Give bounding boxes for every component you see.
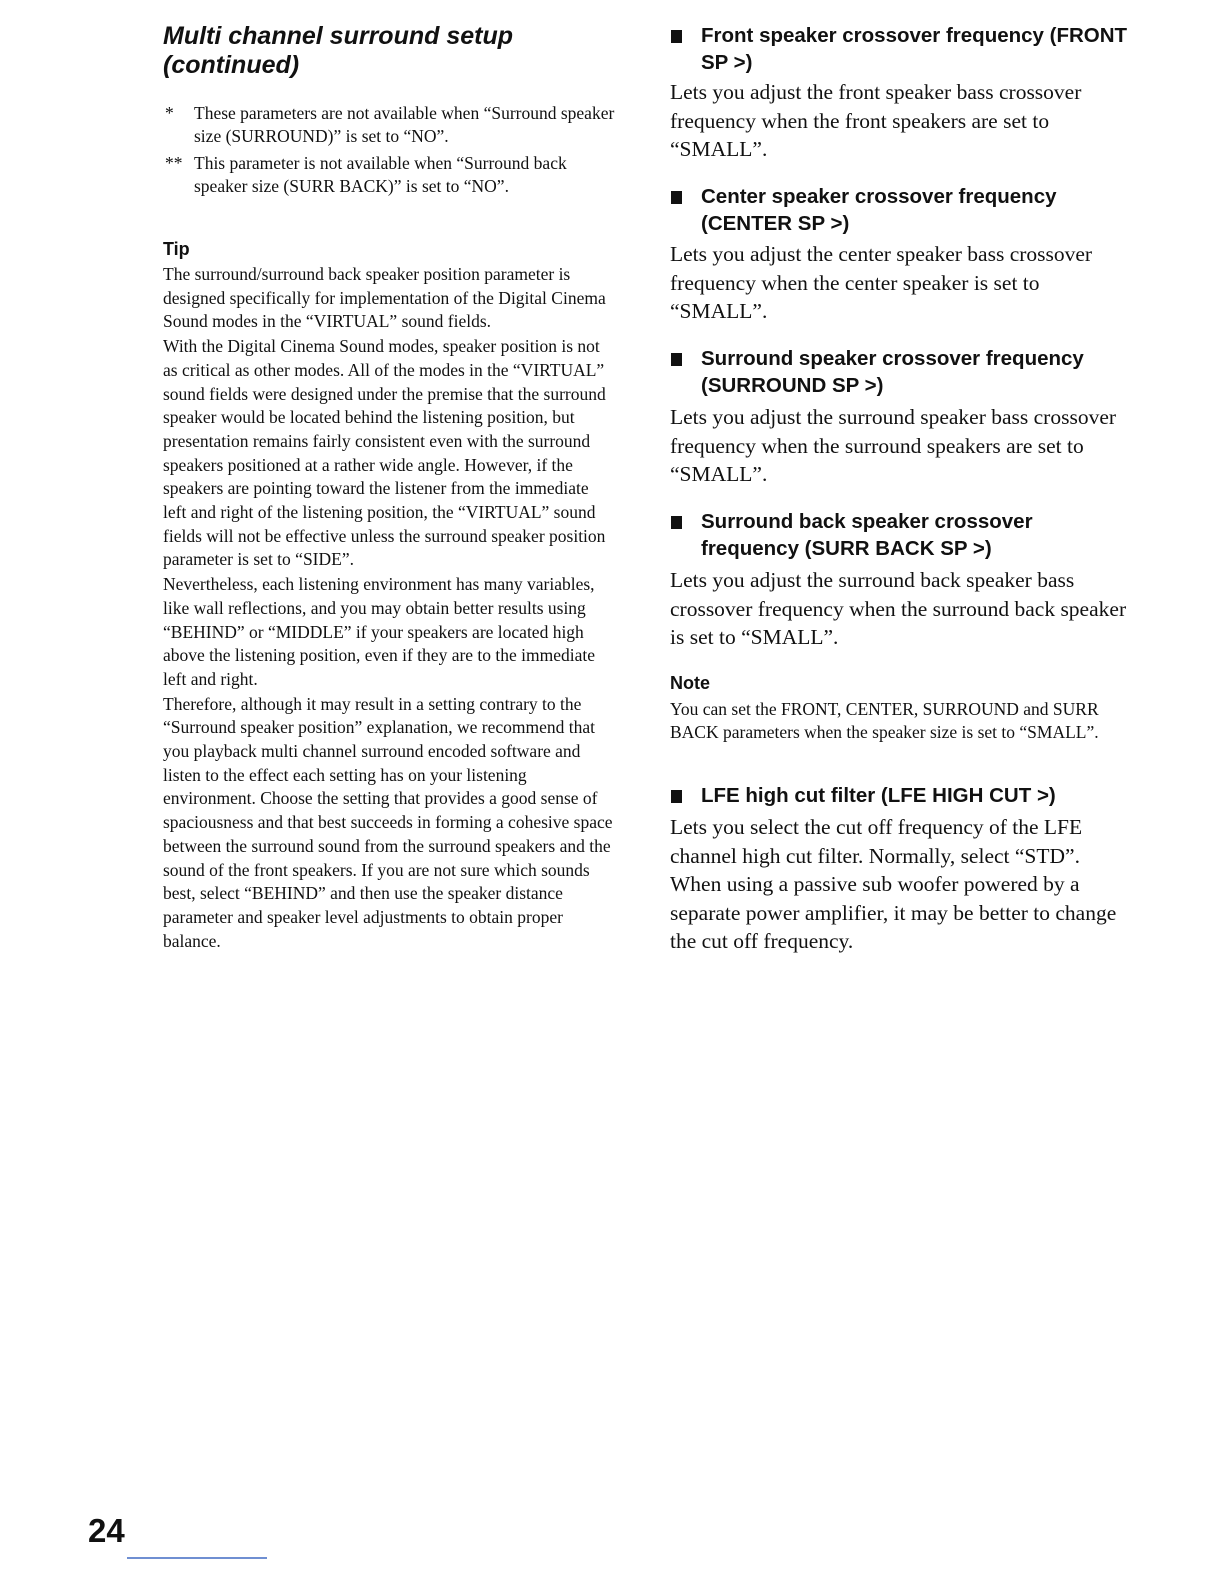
surr-back-sp-heading bbox=[670, 508, 1130, 562]
lfe-heading bbox=[670, 782, 1130, 809]
footnotes bbox=[163, 102, 615, 202]
center-sp-heading bbox=[670, 183, 1130, 237]
lfe-body: Lets you select the cut off frequency of the LFE channel high cut filter. Normally, select “STD”. When using a passive sub woofer powered by a separate power amplifier, it may be better to change the cut off frequency. bbox=[670, 815, 1117, 953]
footnote-text: This parameter is not available when “Surround back speaker size (SURR BACK)” is set to “NO”. bbox=[194, 153, 567, 196]
footnote bbox=[163, 102, 615, 147]
page-number: 24 bbox=[88, 1512, 125, 1549]
surr-back-sp-body: Lets you adjust the surround back speaker bass crossover frequency when the surround back speaker is set to “SMALL”. bbox=[670, 568, 1127, 649]
square-bullet-icon bbox=[671, 353, 682, 366]
section-title-main: Multi channel surround setup bbox=[163, 22, 514, 50]
note-text: You can set the FRONT, CENTER, SURROUND and SURR BACK parameters when the speaker size is set to “SMALL”. bbox=[670, 699, 1099, 742]
tip-paragraph: The surround/surround back speaker position parameter is designed specifically for implementation of the Digital Cinema Sound modes in the “VIRTUAL” sound fields. bbox=[163, 264, 606, 332]
param-heading-text: Surround speaker crossover frequency (SURROUND SP >) bbox=[701, 347, 1084, 397]
tip-paragraph: Nevertheless, each listening environment has many variables, like wall reflections, and you may obtain better results using “BEHIND” or “MIDDLE” if your speakers are located high above the listening position, even if they are to the immediate left and right. bbox=[163, 574, 596, 689]
footnote bbox=[163, 152, 615, 197]
surround-sp-body: Lets you adjust the surround speaker bass crossover frequency when the surround speakers are set to “SMALL”. bbox=[670, 405, 1117, 486]
square-bullet-icon bbox=[671, 191, 682, 204]
surround-sp-heading bbox=[670, 345, 1130, 399]
param-heading-text: LFE high cut filter (LFE HIGH CUT >) bbox=[701, 784, 1056, 807]
note-label: Note bbox=[670, 673, 710, 693]
square-bullet-icon bbox=[671, 790, 682, 803]
tip-label: Tip bbox=[163, 239, 190, 259]
footnote-text: These parameters are not available when “Surround speaker size (SURROUND)” is set to “NO”. bbox=[194, 103, 615, 146]
param-heading-text: Surround back speaker crossover frequency (SURR BACK SP >) bbox=[701, 510, 1033, 560]
tip-paragraph: Therefore, although it may result in a setting contrary to the “Surround speaker position” explanation, we recommend that you playback multi channel surround encoded software and listen to the effect each setting has on your listening environment. Choose the setting that provides a good sense of spaciousness and that best succeeds in forming a cohesive space between the surround sound from the surround speakers and the sound of the front speakers. If you are not sure which sounds best, select “BEHIND” and then use the speaker distance parameter and speaker level adjustments to obtain proper balance. bbox=[163, 693, 613, 951]
square-bullet-icon bbox=[671, 30, 682, 43]
footnote-mark: * bbox=[165, 103, 174, 123]
page-footer-rule bbox=[127, 1557, 267, 1559]
front-sp-heading bbox=[670, 22, 1130, 76]
center-sp-body: Lets you adjust the center speaker bass crossover frequency when the center speaker is set to “SMALL”. bbox=[670, 242, 1093, 323]
front-sp-body: Lets you adjust the front speaker bass crossover frequency when the front speakers are set to “SMALL”. bbox=[670, 80, 1082, 161]
param-heading-text: Center speaker crossover frequency (CENTER SP >) bbox=[701, 185, 1057, 235]
tip-text bbox=[163, 263, 615, 954]
param-heading-text: Front speaker crossover frequency (FRONT SP >) bbox=[701, 24, 1128, 74]
section-title bbox=[163, 22, 615, 80]
square-bullet-icon bbox=[671, 516, 682, 529]
footnote-mark: ** bbox=[165, 153, 183, 173]
tip-paragraph: With the Digital Cinema Sound modes, speaker position is not as critical as other modes. All of the modes in the “VIRTUAL” sound fields were designed under the premise that the surround speaker would be located behind the listening position, but presentation remains fairly consistent even with the surround speakers positioned at a rather wide angle. However, if the speakers are pointing toward the listener from the immediate left and right of the listening position, the “VIRTUAL” sound fields will not be effective unless the surround speaker position parameter is set to “SIDE”. bbox=[163, 336, 606, 570]
section-title-continued: (continued) bbox=[163, 51, 300, 79]
